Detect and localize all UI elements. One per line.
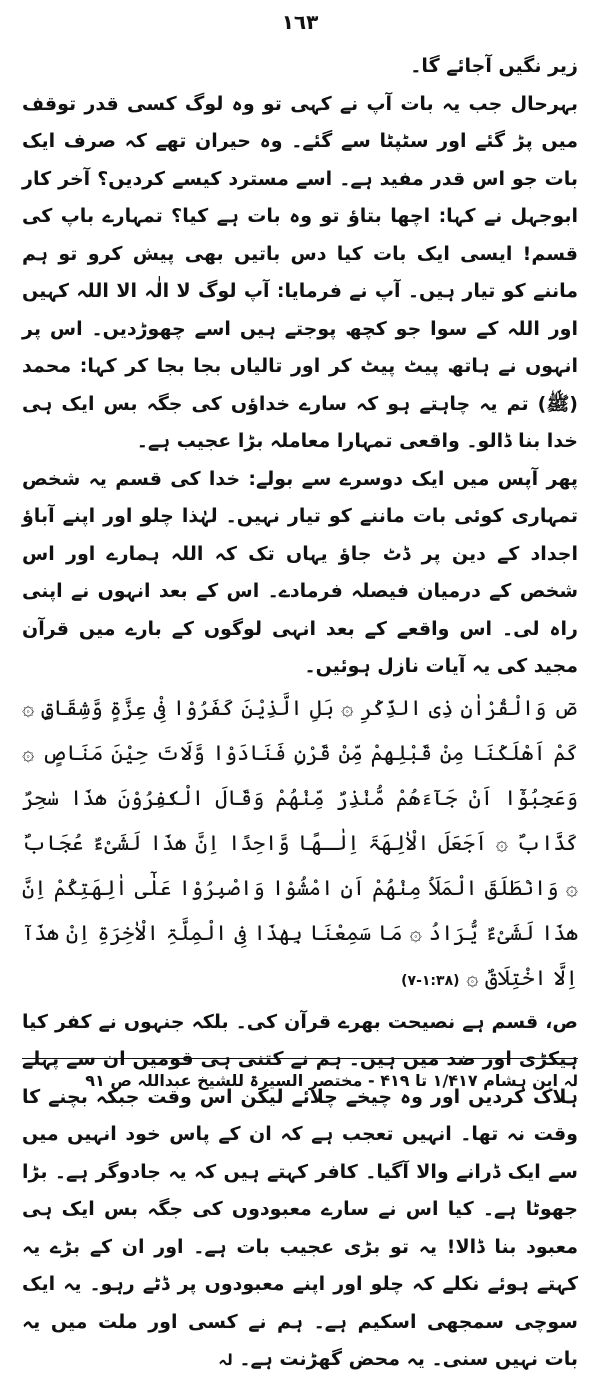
page-number: ١٦٣ <box>281 10 319 34</box>
footnote-marker-inline: لہ <box>218 1351 233 1369</box>
footnote-text: ابن ہشام ۱/۴۱۷ تا ۴۱۹ - مختصر السیرۃ للشیخ عبداللہ ص ۹۱ <box>85 1071 558 1090</box>
quran-reference: (۱:۳۸-۷) <box>401 972 460 989</box>
paragraph: پھر آپس میں ایک دوسرے سے بولے: خدا کی قسم یہ شخص تمہاری کوئی بات ماننے کو تیار نہیں۔ لہٰذا چلو اور اپنے آباؤ اجداد کے دین پر ڈٹ جاؤ یہاں تک کہ اللہ ہمارے اور اس شخص کے درمیان فیصلہ فرمادے۔ اس کے بعد انہوں نے اپنی راہ لی۔ اس واقعے کے بعد انہی لوگوں کے بارے میں قرآن مجید کی یہ آیات نازل ہوئیں۔ <box>22 467 578 677</box>
footnote <box>22 1066 578 1096</box>
translation-text: ص، قسم ہے نصیحت بھرے قرآن کی۔ بلکہ جنہوں نے کفر کیا ہیکڑی اور ضد میں ہیں۔ ہم نے کتنی ہی قومیں ان سے پہلے ہلاک کردیں اور وہ چیخے چلائے لیکن اس وقت جبکہ بچنے کا وقت نہ تھا۔ انہیں تعجب ہے کہ ان کے پاس خود انہیں میں سے ایک ڈرانے والا آگیا۔ کافر کہتے ہیں کہ یہ جادوگر ہے۔ بڑا جھوٹا ہے۔ کیا اس نے سارے معبودوں کی جگہ بس ایک ہی معبود بنا ڈالا! یہ تو بڑی عجیب بات ہے۔ اور ان کے بڑے یہ کہتے ہوئے نکلے کہ چلو اور اپنے معبودوں پر ڈٹے رہو۔ یہ ایک سوچی سمجھی اسکیم ہے۔ ہم نے کسی اور ملت میں یہ بات نہیں سنی۔ یہ محض گھڑنت ہے۔ <box>22 1010 578 1370</box>
translation <box>22 1004 578 1380</box>
body-text <box>22 48 578 1380</box>
footnote-divider <box>22 1058 578 1059</box>
quran-verses-text: صٓ وَالْقُرْاٰنِ ذِی الذِّکْرِ ۞ بَلِ الَّذِیْنَ کَفَرُوْا فِیْ عِزَّۃٍ وَّشِقَاقٍ ۞ کَمْ اَھْلَکْنَا مِنْ قَبْلِھِمْ مِّنْ قَرْنٍ فَنَادَوْا وَّلَاتَ حِیْنَ مَنَاصٍ ۞ وَعَجِبُوْٓا اَنْ جَآءَھُمْ مُّنْذِرٌ مِّنْھُمْ وَقَالَ الْکٰفِرُوْنَ ھٰذَا سٰحِرٌ کَذَّابٌ ۞ اَجَعَلَ الْاٰلِھَۃَ اِلٰـھًا وَّاحِدًا اِنَّ ھٰذَا لَشَیْءٌ عُجَابٌ ۞ وَانْطَلَقَ الْمَلَاُ مِنْھُمْ اَنِ امْشُوْا وَاصْبِرُوْا عَلٰٓی اٰلِھَتِکُمْ اِنَّ ھٰذَا لَشَیْءٌ یُّرَادُ ۞ مَا سَمِعْنَا بِھٰذَا فِی الْمِلَّۃِ الْاٰخِرَۃِ اِنْ ھٰذَآ اِلَّا اخْتِلَاقٌ ۞ <box>22 695 578 990</box>
footnote-marker: لہ <box>563 1072 578 1090</box>
quran-verses <box>22 686 578 1004</box>
paragraph: بہرحال جب یہ بات آپ نے کہی تو وہ لوگ کسی قدر توقف میں پڑ گئے اور سٹپٹا سے گئے۔ وہ حیران تھے کہ صرف ایک بات جو اس قدر مفید ہے۔ اسے مسترد کیسے کردیں؟ آخر کار ابوجہل نے کہا: اچھا بتاؤ تو وہ بات ہے کیا؟ تمہارے باپ کی قسم! ایسی ایک بات کیا دس باتیں بھی پیش کرو تو ہم ماننے کو تیار ہیں۔ آپ نے فرمایا: آپ لوگ لا الٰہ الا اللہ کہیں اور اللہ کے سوا جو کچھ پوجتے ہیں اسے چھوڑدیں۔ اس پر انہوں نے ہاتھ پیٹ پیٹ کر اور تالیاں بجا بجا کر کہا: محمد (ﷺ) تم یہ چاہتے ہو کہ سارے خداؤں کی جگہ بس ایک ہی خدا بنا ڈالو۔ واقعی تمہارا معاملہ بڑا عجیب ہے۔ <box>22 92 578 452</box>
paragraph: زیر نگیں آجائے گا۔ <box>410 55 578 77</box>
